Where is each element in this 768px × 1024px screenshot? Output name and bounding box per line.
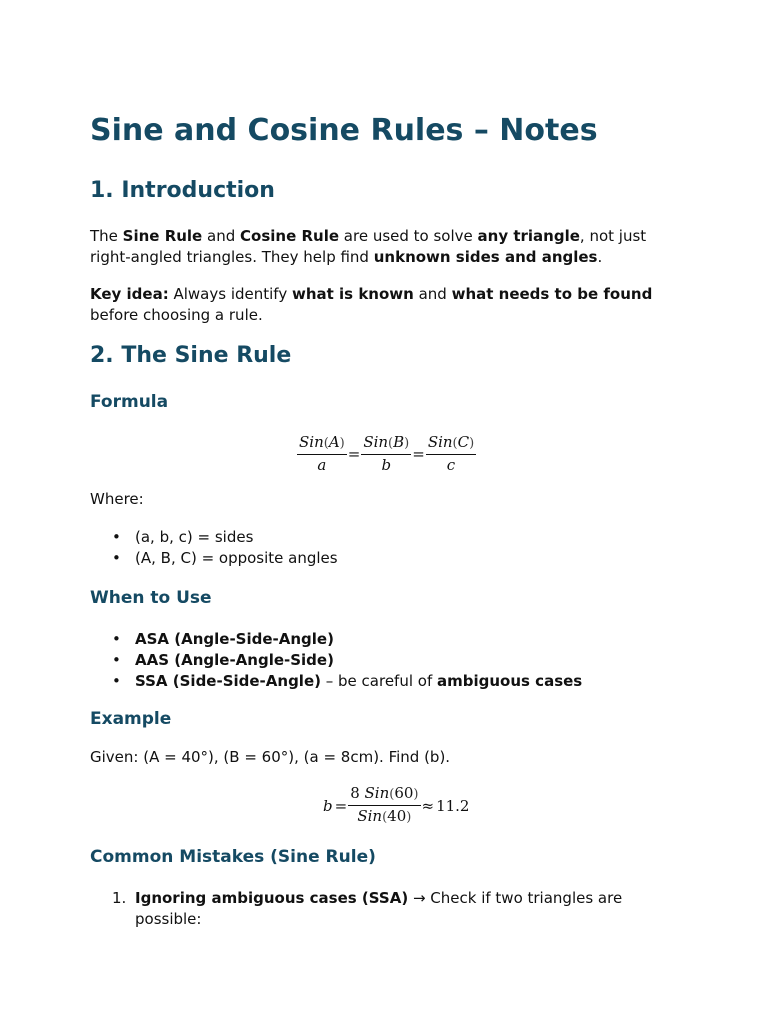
math-token: b — [381, 456, 392, 474]
key-idea-paragraph — [90, 284, 680, 326]
list-number: 1. — [112, 889, 127, 907]
bullet-icon: • — [112, 672, 121, 690]
math-operator: = — [347, 444, 361, 463]
text-run: , not just right-angled triangles. They help find — [90, 227, 647, 266]
bold-run: ASA (Angle-Side-Angle) — [135, 630, 334, 648]
list-item-text: (A, B, C) = opposite angles — [135, 549, 338, 567]
sine-rule-formula — [297, 433, 476, 474]
math-token: b — [323, 796, 333, 815]
bold-run: AAS (Angle-Angle-Side) — [135, 651, 334, 669]
bold-run: ambiguous cases — [437, 672, 583, 690]
list-item — [90, 527, 680, 548]
bold-run: what needs to be found — [451, 285, 653, 303]
list-item — [90, 650, 680, 671]
subheading-formula: Formula — [90, 392, 169, 412]
page-title: Sine and Cosine Rules – Notes — [90, 113, 598, 148]
text-run: are used to solve — [339, 227, 478, 245]
math-token: 8 — [350, 784, 360, 802]
math-token: Sin — [299, 433, 324, 451]
text-run: and — [202, 227, 241, 245]
text-run: The — [90, 227, 123, 245]
math-token: 60 — [394, 784, 414, 802]
text-run: Always identify — [168, 285, 292, 303]
subheading-example: Example — [90, 709, 172, 729]
section-heading-introduction: 1. Introduction — [90, 178, 275, 203]
section-heading-sine-rule: 2. The Sine Rule — [90, 343, 292, 368]
math-token: C — [457, 433, 470, 451]
list-item-text: (a, b, c) = sides — [135, 528, 254, 546]
math-token: c — [446, 456, 456, 474]
math-token: a — [317, 456, 327, 474]
bold-run: what is known — [291, 285, 414, 303]
math-token: Sin — [427, 433, 453, 451]
bold-run: Cosine Rule — [240, 227, 340, 245]
example-formula — [322, 784, 470, 827]
bullet-icon: • — [112, 630, 121, 648]
math-token: B — [393, 433, 405, 451]
math-token: Sin — [357, 807, 383, 825]
text-run: → Check if two triangles are possible: — [135, 889, 623, 928]
text-run: . — [597, 248, 603, 266]
bold-run: SSA (Side-Side-Angle) — [135, 672, 321, 690]
subheading-common-mistakes: Common Mistakes (Sine Rule) — [90, 847, 376, 867]
fraction-sinB-b: $\frac{\text{Sin(B)}}{b}$ — [363, 433, 410, 474]
list-item — [90, 629, 680, 650]
math-token: A — [328, 433, 340, 451]
math-token: Sin — [364, 784, 390, 802]
where-list — [90, 527, 680, 569]
mistakes-list — [90, 888, 680, 930]
text-run: – be careful of — [320, 672, 437, 690]
bold-run: Ignoring ambiguous cases (SSA) — [135, 889, 409, 907]
text-run: before choosing a rule. — [90, 306, 263, 324]
math-token: 11.2 — [436, 796, 470, 815]
example-text: Given: (A = 40°), (B = 60°), (a = 8cm). Find (b). — [90, 748, 451, 766]
text-run: and — [413, 285, 452, 303]
bold-run: Key idea: — [90, 285, 169, 303]
bullet-icon: • — [112, 651, 121, 669]
bold-run: unknown sides and angles — [373, 248, 598, 266]
intro-paragraph — [90, 226, 680, 268]
where-label: Where: — [90, 490, 144, 508]
list-item — [90, 548, 680, 569]
fraction-sinA-a: $\frac{\text{Sin(A)}}{a}$ — [299, 433, 345, 474]
subheading-when-to-use: When to Use — [90, 588, 212, 608]
math-operator: ≈ — [421, 796, 435, 815]
bold-run: Sine Rule — [122, 227, 203, 245]
fraction-sinC-c: $\frac{\text{Sin(C)}}{c}$ — [427, 433, 475, 474]
when-to-use-list — [90, 629, 680, 692]
bullet-icon: • — [112, 549, 121, 567]
bold-run: any triangle — [477, 227, 580, 245]
list-item — [90, 671, 680, 692]
math-operator: = — [334, 796, 348, 815]
fraction-example: $\frac{\text{8 Sin(60)}}{\text{Sin(40)}}$ — [350, 784, 419, 825]
math-token: 40 — [387, 807, 407, 825]
bullet-icon: • — [112, 528, 121, 546]
math-token: Sin — [363, 433, 389, 451]
math-operator: = — [412, 444, 425, 463]
list-item — [90, 888, 680, 930]
